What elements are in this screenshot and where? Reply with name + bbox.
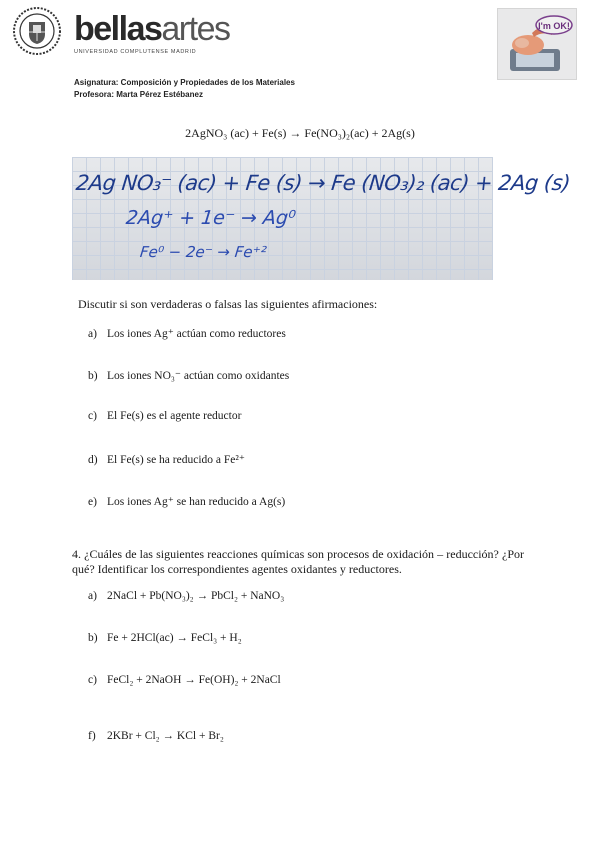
question-4: 4. ¿Cuáles de las siguientes reacciones químicas son procesos de oxidación – reducción? ¿Por qué? Identificar los correspondientes agentes oxidantes y reductores. — [72, 547, 524, 576]
statement-text: Los iones Ag⁺ actúan como reductores — [107, 328, 286, 340]
statement-text: Los iones NO₃⁻ actúan como oxidantes — [107, 370, 290, 382]
brand-subtitle: UNIVERSIDAD COMPLUTENSE MADRID — [74, 49, 197, 55]
statement-item — [88, 452, 245, 466]
handwritten-line-1: 2Ag NO₃⁻ (ac) + Fe (s) → Fe (NO₃)₂ (ac) + 2Ag (s) — [74, 171, 572, 195]
statement-item — [88, 494, 285, 508]
sticker-text: I'm OK! — [538, 21, 570, 31]
reaction-label: a) — [88, 590, 97, 602]
statement-item — [88, 410, 241, 422]
reaction-label: c) — [88, 674, 97, 686]
statement-text: El Fe(s) es el agente reductor — [107, 410, 242, 422]
reaction-text: 2NaCl + Pb(NO₃)₂ → PbCl₂ + NaNO₃ — [107, 590, 285, 602]
teacher-line: Profesora: Marta Pérez Estébanez — [74, 90, 203, 99]
reaction-item — [88, 674, 281, 686]
reaction-text: Fe + 2HCl(ac) → FeCl₃ + H₂ — [107, 632, 242, 644]
handwritten-line-2: 2Ag⁺ + 1e⁻ → Ag⁰ — [124, 207, 297, 229]
im-ok-sticker-image — [497, 8, 577, 80]
statement-item — [88, 368, 289, 382]
statement-item — [88, 326, 286, 340]
handwritten-notes-photo — [72, 157, 572, 280]
subject-line: Asignatura: Composición y Propiedades de los Materiales — [74, 78, 295, 87]
reaction-item — [88, 632, 242, 644]
brand-logo: bellasartes — [74, 10, 230, 48]
reaction-text: 2KBr + Cl₂ → KCl + Br₂ — [107, 730, 224, 742]
statement-text: El Fe(s) se ha reducido a Fe²⁺ — [107, 454, 245, 466]
reaction-label: f) — [88, 730, 96, 742]
statement-label: d) — [88, 454, 98, 466]
reaction-text: FeCl₂ + 2NaOH → Fe(OH)₂ + 2NaCl — [107, 674, 281, 686]
reaction-label: b) — [88, 632, 98, 644]
statement-label: a) — [88, 328, 97, 340]
statement-text: Los iones Ag⁺ se han reducido a Ag(s) — [107, 496, 286, 508]
reaction-item — [88, 590, 284, 602]
university-seal-logo — [12, 6, 62, 56]
statement-label: e) — [88, 496, 97, 508]
statement-label: b) — [88, 370, 98, 382]
handwritten-line-3: Fe⁰ − 2e⁻ → Fe⁺² — [139, 243, 268, 261]
reaction-title: 2AgNO₃ (ac) + Fe(s) → Fe(NO₃)₂(ac) + 2Ag(s) — [185, 126, 415, 140]
statement-label: c) — [88, 410, 97, 422]
reaction-item — [88, 730, 224, 742]
exercise-prompt: Discutir si son verdaderas o falsas las siguientes afirmaciones: — [78, 297, 378, 311]
